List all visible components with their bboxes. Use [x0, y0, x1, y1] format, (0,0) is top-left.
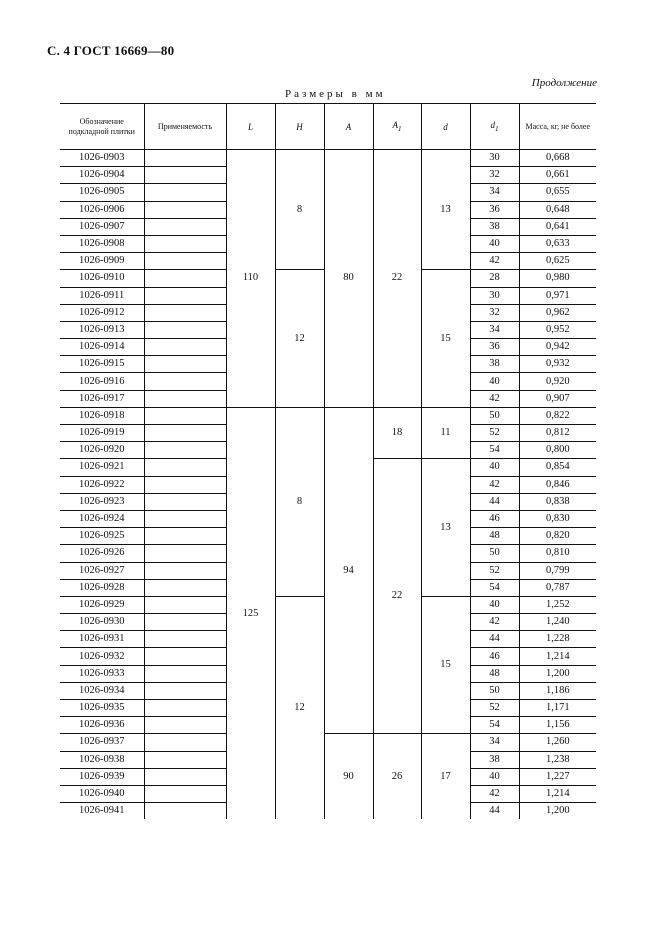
cell-applicability [144, 768, 226, 785]
cell-A1-group: 26 [373, 734, 421, 819]
cell-mass: 0,787 [519, 579, 596, 596]
cell-applicability [144, 167, 226, 184]
cell-mass: 1,228 [519, 631, 596, 648]
cell-applicability [144, 150, 226, 167]
cell-mass: 0,648 [519, 201, 596, 218]
cell-d1: 52 [470, 425, 519, 442]
cell-applicability [144, 201, 226, 218]
page-header: С. 4 ГОСТ 16669—80 [47, 43, 175, 58]
cell-mass: 0,971 [519, 287, 596, 304]
cell-mass: 1,238 [519, 751, 596, 768]
cell-d1: 34 [470, 734, 519, 751]
cell-d1: 48 [470, 665, 519, 682]
cell-d1: 46 [470, 510, 519, 527]
cell-d1: 42 [470, 785, 519, 802]
cell-applicability [144, 665, 226, 682]
cell-applicability [144, 235, 226, 252]
col-header-applicability: Применяемость [144, 104, 226, 150]
cell-designation: 1026-0930 [60, 614, 144, 631]
cell-d-group: 11 [421, 407, 470, 459]
cell-applicability [144, 614, 226, 631]
cell-designation: 1026-0920 [60, 442, 144, 459]
cell-designation: 1026-0917 [60, 390, 144, 407]
cell-applicability [144, 510, 226, 527]
cell-designation: 1026-0914 [60, 339, 144, 356]
cell-applicability [144, 390, 226, 407]
cell-mass: 0,625 [519, 253, 596, 270]
cell-designation: 1026-0916 [60, 373, 144, 390]
cell-designation: 1026-0910 [60, 270, 144, 287]
cell-d1: 40 [470, 373, 519, 390]
cell-d1: 50 [470, 545, 519, 562]
cell-designation: 1026-0934 [60, 682, 144, 699]
cell-applicability [144, 321, 226, 338]
cell-d1: 40 [470, 459, 519, 476]
cell-applicability [144, 717, 226, 734]
cell-applicability [144, 493, 226, 510]
cell-applicability [144, 442, 226, 459]
cell-designation: 1026-0912 [60, 304, 144, 321]
cell-mass: 0,633 [519, 235, 596, 252]
cell-mass: 1,214 [519, 785, 596, 802]
cell-designation: 1026-0936 [60, 717, 144, 734]
cell-designation: 1026-0939 [60, 768, 144, 785]
col-header-mass: Масса, кг, не более [519, 104, 596, 150]
col-header-A1-label: $A_1$ [392, 119, 402, 133]
cell-mass: 0,812 [519, 425, 596, 442]
cell-applicability [144, 425, 226, 442]
cell-designation: 1026-0923 [60, 493, 144, 510]
cell-designation: 1026-0909 [60, 253, 144, 270]
cell-designation: 1026-0915 [60, 356, 144, 373]
cell-d1: 42 [470, 253, 519, 270]
cell-H-group: 12 [275, 270, 324, 408]
cell-L-group: 110 [226, 150, 275, 408]
cell-mass: 0,942 [519, 339, 596, 356]
col-header-d1-label: $d_1$ [490, 119, 499, 133]
cell-designation: 1026-0926 [60, 545, 144, 562]
cell-designation: 1026-0932 [60, 648, 144, 665]
cell-designation: 1026-0911 [60, 287, 144, 304]
cell-d1: 54 [470, 442, 519, 459]
dimensions-caption: Размеры в мм [285, 88, 386, 100]
cell-applicability [144, 785, 226, 802]
cell-applicability [144, 270, 226, 287]
cell-mass: 0,655 [519, 184, 596, 201]
cell-d1: 50 [470, 407, 519, 424]
col-header-d1 [470, 104, 519, 150]
cell-d1: 38 [470, 751, 519, 768]
cell-d1: 52 [470, 700, 519, 717]
cell-mass: 1,214 [519, 648, 596, 665]
cell-mass: 0,830 [519, 510, 596, 527]
cell-mass: 0,820 [519, 528, 596, 545]
cell-d1: 50 [470, 682, 519, 699]
cell-d1: 40 [470, 596, 519, 613]
cell-applicability [144, 287, 226, 304]
cell-d1: 44 [470, 631, 519, 648]
cell-designation: 1026-0925 [60, 528, 144, 545]
cell-d1: 44 [470, 493, 519, 510]
col-header-H: H [275, 104, 324, 150]
table-header-row [60, 104, 596, 150]
cell-mass: 0,641 [519, 218, 596, 235]
cell-L-group: 125 [226, 407, 275, 819]
cell-designation: 1026-0928 [60, 579, 144, 596]
cell-d-group: 13 [421, 150, 470, 270]
cell-applicability [144, 700, 226, 717]
cell-applicability [144, 682, 226, 699]
cell-d1: 34 [470, 184, 519, 201]
cell-applicability [144, 751, 226, 768]
cell-designation: 1026-0937 [60, 734, 144, 751]
col-header-L: L [226, 104, 275, 150]
cell-designation: 1026-0941 [79, 805, 125, 817]
cell-applicability [144, 734, 226, 751]
cell-mass: 0,661 [519, 167, 596, 184]
cell-designation: 1026-0918 [60, 407, 144, 424]
cell-A-group: 90 [324, 734, 373, 819]
cell-applicability [144, 476, 226, 493]
cell-mass: 0,962 [519, 304, 596, 321]
cell-H-group: 8 [275, 407, 324, 596]
cell-mass: 0,668 [519, 150, 596, 167]
cell-applicability [144, 562, 226, 579]
cell-mass: 1,156 [519, 717, 596, 734]
cell-d1: 32 [470, 304, 519, 321]
cell-mass: 1,200 [519, 665, 596, 682]
cell-mass: 1,240 [519, 614, 596, 631]
cell-designation: 1026-0929 [60, 596, 144, 613]
cell-mass: 1,186 [519, 682, 596, 699]
cell-designation: 1026-0913 [60, 321, 144, 338]
cell-applicability [144, 803, 226, 820]
cell-designation: 1026-0924 [60, 510, 144, 527]
cell-mass: 1,227 [519, 768, 596, 785]
cell-designation: 1026-0906 [60, 201, 144, 218]
cell-mass: 1,200 [519, 803, 596, 820]
cell-applicability [144, 596, 226, 613]
cell-applicability [144, 373, 226, 390]
cell-designation: 1026-0940 [60, 785, 144, 802]
cell-d1: 30 [470, 287, 519, 304]
col-header-A: A [324, 104, 373, 150]
cell-mass: 0,838 [519, 493, 596, 510]
cell-A1-group: 22 [373, 150, 421, 408]
cell-mass: 0,799 [519, 562, 596, 579]
cell-A-group: 80 [324, 150, 373, 408]
cell-d1: 48 [470, 528, 519, 545]
cell-mass: 0,980 [519, 270, 596, 287]
cell-d-group: 15 [421, 596, 470, 734]
col-header-d: d [421, 104, 470, 150]
cell-designation: 1026-0908 [60, 235, 144, 252]
cell-mass: 0,854 [519, 459, 596, 476]
cell-applicability [144, 339, 226, 356]
cell-designation: 1026-0938 [60, 751, 144, 768]
cell-d1: 42 [470, 390, 519, 407]
cell-applicability [144, 407, 226, 424]
cell-d1: 38 [470, 218, 519, 235]
cell-d1: 38 [470, 356, 519, 373]
cell-mass: 0,800 [519, 442, 596, 459]
cell-d1: 30 [470, 150, 519, 167]
table-body [60, 150, 596, 820]
cell-designation: 1026-0935 [60, 700, 144, 717]
cell-d1: 28 [470, 270, 519, 287]
d1-head-subscript: 1 [495, 124, 499, 133]
table-row [60, 734, 596, 751]
dimensions-table [60, 103, 596, 819]
cell-mass: 0,810 [519, 545, 596, 562]
cell-d1: 42 [470, 476, 519, 493]
cell-d1: 46 [470, 648, 519, 665]
cell-H-group: 12 [275, 596, 324, 819]
cell-applicability [144, 304, 226, 321]
cell-d1: 40 [470, 235, 519, 252]
cell-mass: 0,952 [519, 321, 596, 338]
cell-mass: 0,932 [519, 356, 596, 373]
cell-applicability [144, 631, 226, 648]
cell-mass: 1,252 [519, 596, 596, 613]
cell-applicability [144, 528, 226, 545]
cell-d1: 54 [470, 717, 519, 734]
cell-applicability [144, 648, 226, 665]
cell-designation: 1026-0921 [60, 459, 144, 476]
cell-d-group: 15 [421, 270, 470, 408]
cell-d1: 44 [470, 803, 519, 820]
cell-d1: 36 [470, 339, 519, 356]
cell-d-group: 13 [421, 459, 470, 597]
cell-applicability [144, 459, 226, 476]
cell-d1: 40 [470, 768, 519, 785]
col-header-A1 [373, 104, 421, 150]
cell-applicability [144, 579, 226, 596]
cell-applicability [144, 184, 226, 201]
cell-mass: 0,907 [519, 390, 596, 407]
cell-designation: 1026-0931 [60, 631, 144, 648]
cell-H-group: 8 [275, 150, 324, 270]
cell-applicability [144, 218, 226, 235]
cell-applicability [144, 253, 226, 270]
cell-d1: 54 [470, 579, 519, 596]
cell-d-group: 17 [421, 734, 470, 819]
continuation-note: Продолжение [531, 77, 597, 89]
cell-designation: 1026-0922 [60, 476, 144, 493]
cell-designation: 1026-0904 [60, 167, 144, 184]
cell-applicability [144, 545, 226, 562]
cell-d1: 52 [470, 562, 519, 579]
cell-d1: 36 [470, 201, 519, 218]
cell-d1: 32 [470, 167, 519, 184]
cell-mass: 0,846 [519, 476, 596, 493]
cell-designation: 1026-0907 [60, 218, 144, 235]
table-row [60, 150, 596, 167]
a1-head-subscript: 1 [398, 124, 402, 133]
cell-mass: 1,171 [519, 700, 596, 717]
cell-mass: 0,822 [519, 407, 596, 424]
cell-mass: 1,260 [519, 734, 596, 751]
cell-d1: 34 [470, 321, 519, 338]
cell-A-group: 94 [324, 407, 373, 734]
cell-designation: 1026-0903 [60, 150, 144, 167]
table-row [60, 407, 596, 424]
cell-designation: 1026-0905 [60, 184, 144, 201]
cell-applicability [144, 356, 226, 373]
cell-mass: 0,920 [519, 373, 596, 390]
cell-designation: 1026-0933 [60, 665, 144, 682]
col-header-designation: Обозначение подкладной плитки [60, 104, 144, 150]
cell-A1-group: 22 [373, 459, 421, 734]
cell-d1: 42 [470, 614, 519, 631]
cell-designation: 1026-0927 [60, 562, 144, 579]
cell-A1-group: 18 [373, 407, 421, 459]
cell-designation: 1026-0919 [60, 425, 144, 442]
